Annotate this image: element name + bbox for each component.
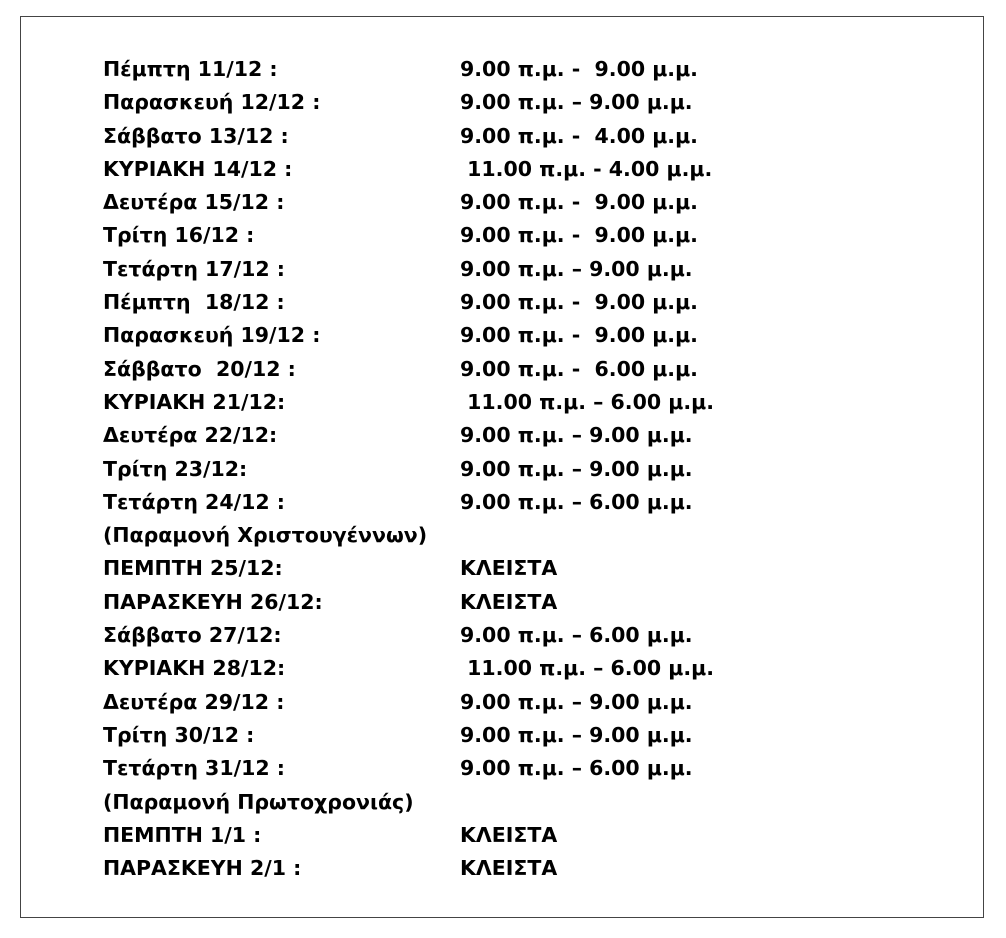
day-label: Παρασκευή 12/12 : xyxy=(103,90,321,115)
day-label: Σάββατο 13/12 : xyxy=(103,123,289,148)
day-label: ΠΕΜΠΤΗ 1/1 : xyxy=(103,822,262,847)
schedule-row xyxy=(103,652,803,685)
hours-value: 9.00 π.μ. - 9.00 μ.μ. xyxy=(460,323,698,348)
day-label: Τετάρτη 17/12 : xyxy=(103,256,285,281)
schedule-row xyxy=(103,486,803,519)
schedule-row xyxy=(103,819,803,852)
schedule-row xyxy=(103,286,803,319)
hours-value: ΚΛΕΙΣΤΑ xyxy=(460,856,558,881)
hours-value: 9.00 π.μ. – 6.00 μ.μ. xyxy=(460,756,693,781)
holiday-note: (Παραμονή Χριστουγέννων) xyxy=(103,523,428,548)
day-label: Δευτέρα 29/12 : xyxy=(103,689,285,714)
day-label: ΠΕΜΠΤΗ 25/12: xyxy=(103,556,283,581)
day-label: ΠΑΡΑΣΚΕΥΗ 26/12: xyxy=(103,589,323,614)
hours-value: 9.00 π.μ. - 9.00 μ.μ. xyxy=(460,190,698,215)
schedule-row xyxy=(103,86,803,119)
schedule-row xyxy=(103,186,803,219)
schedule-row xyxy=(103,552,803,585)
schedule-row xyxy=(103,852,803,885)
day-label: Τρίτη 16/12 : xyxy=(103,223,255,248)
day-label: ΚΥΡΙΑΚΗ 28/12: xyxy=(103,656,286,681)
hours-value: 9.00 π.μ. – 6.00 μ.μ. xyxy=(460,489,693,514)
schedule-row xyxy=(103,219,803,252)
schedule-row xyxy=(103,353,803,386)
day-label: ΚΥΡΙΑΚΗ 21/12: xyxy=(103,389,286,414)
hours-value: ΚΛΕΙΣΤΑ xyxy=(460,822,558,847)
day-label: Δευτέρα 15/12 : xyxy=(103,190,285,215)
schedule-row xyxy=(103,253,803,286)
hours-value: 11.00 π.μ. – 6.00 μ.μ. xyxy=(460,389,714,414)
day-label: Τρίτη 30/12 : xyxy=(103,722,255,747)
day-label: Παρασκευή 19/12 : xyxy=(103,323,321,348)
schedule-row xyxy=(103,319,803,352)
hours-value: 9.00 π.μ. - 9.00 μ.μ. xyxy=(460,223,698,248)
day-label: Τετάρτη 24/12 : xyxy=(103,489,285,514)
day-label: ΚΥΡΙΑΚΗ 14/12 : xyxy=(103,156,293,181)
hours-value: 11.00 π.μ. – 6.00 μ.μ. xyxy=(460,656,714,681)
schedule-row xyxy=(103,419,803,452)
document-frame xyxy=(20,16,984,918)
day-label: Σάββατο 27/12: xyxy=(103,623,282,648)
schedule-row xyxy=(103,719,803,752)
schedule-row xyxy=(103,120,803,153)
schedule-row xyxy=(103,586,803,619)
schedule-row xyxy=(103,619,803,652)
hours-value: ΚΛΕΙΣΤΑ xyxy=(460,556,558,581)
hours-value: 9.00 π.μ. - 4.00 μ.μ. xyxy=(460,123,698,148)
hours-value: 9.00 π.μ. - 9.00 μ.μ. xyxy=(460,57,698,81)
day-label: Τετάρτη 31/12 : xyxy=(103,756,285,781)
opening-hours-schedule xyxy=(103,53,803,885)
hours-value: ΚΛΕΙΣΤΑ xyxy=(460,589,558,614)
hours-value: 9.00 π.μ. – 9.00 μ.μ. xyxy=(460,722,693,747)
hours-value: 9.00 π.μ. – 9.00 μ.μ. xyxy=(460,90,693,115)
hours-value: 9.00 π.μ. – 6.00 μ.μ. xyxy=(460,623,693,648)
schedule-row xyxy=(103,53,803,86)
day-label: Σάββατο 20/12 : xyxy=(103,356,296,381)
schedule-row xyxy=(103,453,803,486)
hours-value: 9.00 π.μ. – 9.00 μ.μ. xyxy=(460,256,693,281)
schedule-row xyxy=(103,153,803,186)
hours-value: 9.00 π.μ. – 9.00 μ.μ. xyxy=(460,689,693,714)
day-label: ΠΑΡΑΣΚΕΥΗ 2/1 : xyxy=(103,856,302,881)
hours-value: 11.00 π.μ. - 4.00 μ.μ. xyxy=(460,156,713,181)
schedule-note-row xyxy=(103,519,803,552)
day-label: Τρίτη 23/12: xyxy=(103,456,248,481)
hours-value: 9.00 π.μ. - 6.00 μ.μ. xyxy=(460,356,698,381)
schedule-note-row xyxy=(103,786,803,819)
day-label: Δευτέρα 22/12: xyxy=(103,423,278,448)
schedule-row xyxy=(103,686,803,719)
schedule-row xyxy=(103,386,803,419)
hours-value: 9.00 π.μ. - 9.00 μ.μ. xyxy=(460,290,698,315)
day-label: Πέμπτη 18/12 : xyxy=(103,290,285,315)
schedule-row xyxy=(103,752,803,785)
hours-value: 9.00 π.μ. – 9.00 μ.μ. xyxy=(460,456,693,481)
hours-value: 9.00 π.μ. – 9.00 μ.μ. xyxy=(460,423,693,448)
holiday-note: (Παραμονή Πρωτοχρονιάς) xyxy=(103,789,414,814)
day-label: Πέμπτη 11/12 : xyxy=(103,57,278,81)
